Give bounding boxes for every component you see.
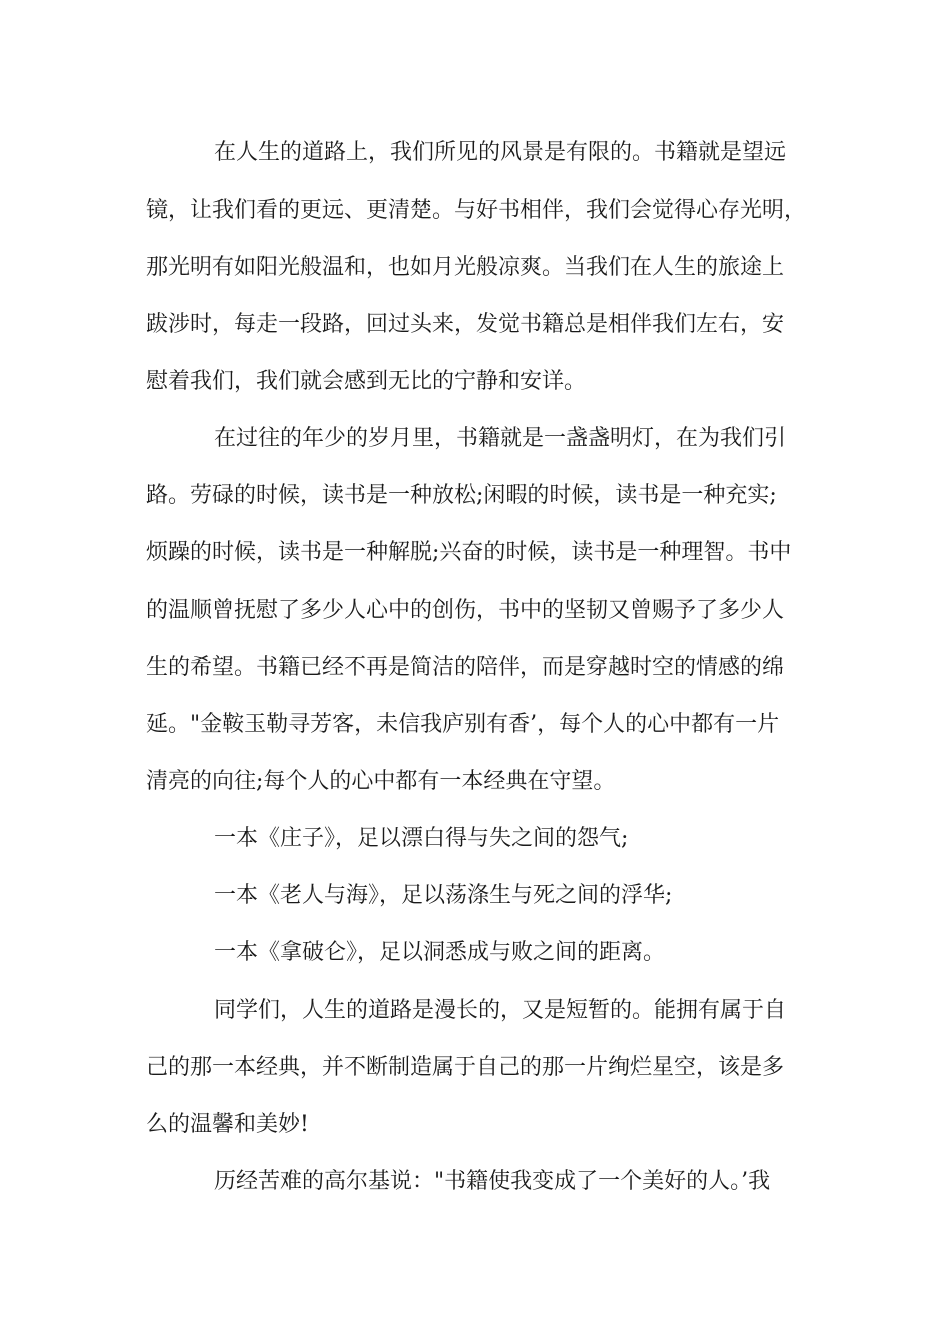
paragraph-5-line-1: 历经苦难的高尔基说："书籍使我变成了一个美好的人。’我 [214,1169,771,1194]
paragraph-4-line-2: 己的那一本经典，并不断制造属于自己的那一片绚烂星空，该是多 [146,1055,785,1080]
paragraph-2-line-6: 延。"金鞍玉勒寻芳客，未信我庐别有香’，每个人的心中都有一片 [146,712,780,737]
paragraph-2-line-7: 清亮的向往;每个人的心中都有一本经典在守望。 [146,769,616,794]
paragraph-1-line-2: 镜，让我们看的更远、更清楚。与好书相伴，我们会觉得心存光明， [146,198,807,223]
paragraph-2-line-2: 路。劳碌的时候，读书是一种放松;闲暇的时候，读书是一种充实; [146,483,777,508]
paragraph-1-line-3: 那光明有如阳光般温和，也如月光般凉爽。当我们在人生的旅途上 [146,255,785,280]
paragraph-4-line-3: 么的温馨和美妙! [146,1112,309,1137]
book-line-zhuangzi: 一本《庄子》，足以漂白得与失之间的怨气; [214,826,629,851]
paragraph-2-line-5: 生的希望。书籍已经不再是简洁的陪伴，而是穿越时空的情感的绵 [146,655,785,680]
paragraph-2-line-1: 在过往的年少的岁月里，书籍就是一盏盏明灯，在为我们引 [214,426,787,451]
paragraph-2-line-3: 烦躁的时候，读书是一种解脱;兴奋的时候，读书是一种理智。书中 [146,540,792,565]
paragraph-1-line-4: 跋涉时，每走一段路，回过头来，发觉书籍总是相伴我们左右，安 [146,312,785,337]
paragraph-1-line-1: 在人生的道路上，我们所见的风景是有限的。书籍就是望远 [214,140,787,165]
paragraph-4-line-1: 同学们，人生的道路是漫长的，又是短暂的。能拥有属于自 [214,998,787,1023]
book-line-old-man-and-sea: 一本《老人与海》，足以荡涤生与死之间的浮华; [214,883,673,908]
book-line-napoleon: 一本《拿破仑》，足以洞悉成与败之间的距离。 [214,940,666,965]
paragraph-2-line-4: 的温顺曾抚慰了多少人心中的创伤，书中的坚韧又曾赐予了多少人 [146,598,785,623]
paragraph-1-line-5: 慰着我们，我们就会感到无比的宁静和安详。 [146,369,587,394]
